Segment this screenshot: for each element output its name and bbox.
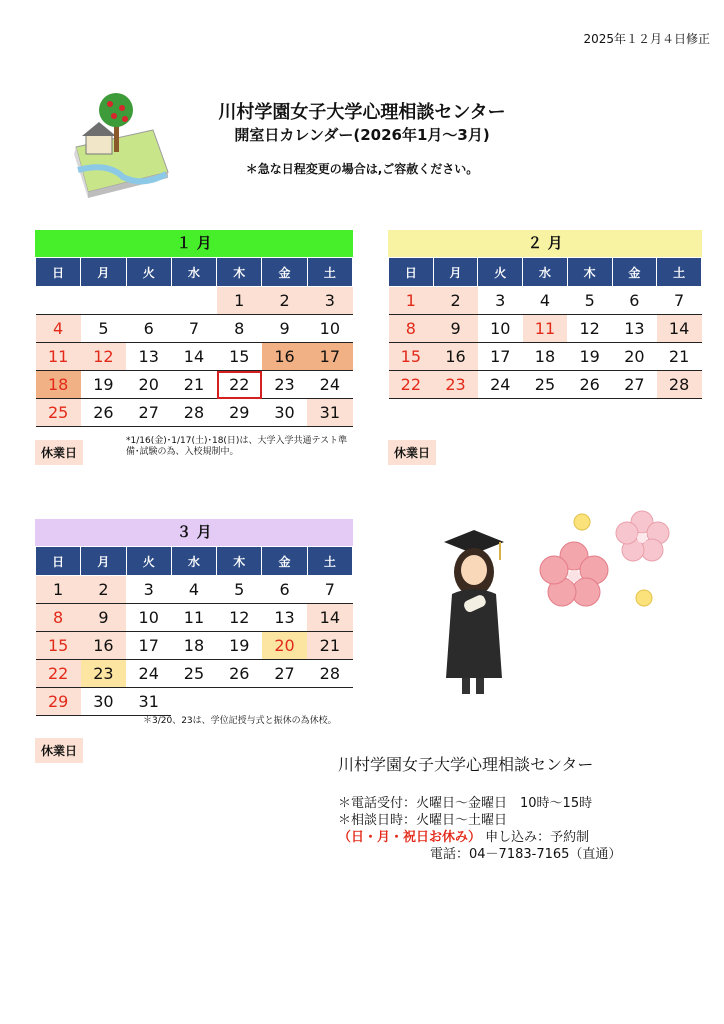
weekday: 木 (567, 258, 612, 287)
day-cell: 6 (262, 576, 307, 604)
weekday: 金 (262, 258, 307, 287)
day-cell: 5 (567, 287, 612, 315)
day-cell: 15 (36, 632, 81, 660)
day-cell: 31 (126, 688, 171, 716)
weekday: 日 (36, 258, 81, 287)
weekday: 月 (81, 258, 126, 287)
phone-reception-hours: ＊電話受付：火曜日～金曜日 10時～15時 (338, 796, 593, 811)
day-cell: 22 (217, 371, 262, 399)
weekday-row (389, 258, 702, 287)
day-cell: 1 (389, 287, 434, 315)
day-cell: 2 (433, 287, 478, 315)
graduate-illustration (440, 528, 506, 700)
day-cell (217, 688, 262, 716)
flower-illustration (536, 508, 676, 638)
day-cell: 25 (523, 371, 568, 399)
calendar-march (35, 519, 353, 716)
day-cell: 2 (81, 576, 126, 604)
weekday: 日 (389, 258, 434, 287)
day-cell: 23 (433, 371, 478, 399)
day-cell: 1 (217, 287, 262, 315)
day-cell: 27 (262, 660, 307, 688)
day-cell: 13 (262, 604, 307, 632)
weekday: 日 (36, 547, 81, 576)
week-row (389, 287, 702, 315)
day-cell: 10 (307, 315, 352, 343)
day-cell: 18 (523, 343, 568, 371)
week-row (36, 576, 353, 604)
day-cell: 7 (657, 287, 702, 315)
day-cell: 5 (81, 315, 126, 343)
consultation-hours: ＊相談日時：火曜日～土曜日 (338, 813, 508, 828)
closed-days-line (338, 829, 621, 846)
day-cell: 5 (217, 576, 262, 604)
day-cell: 18 (36, 371, 81, 399)
weekday: 水 (523, 258, 568, 287)
day-cell: 7 (171, 315, 216, 343)
day-cell: 20 (612, 343, 657, 371)
weekday: 水 (171, 258, 216, 287)
day-cell (126, 287, 171, 315)
contact-info (338, 752, 621, 863)
day-cell: 25 (36, 399, 81, 427)
day-cell: 8 (217, 315, 262, 343)
weekday-row (36, 258, 353, 287)
day-cell: 17 (126, 632, 171, 660)
center-name: 川村学園女子大学心理相談センター (338, 755, 594, 774)
week-row (36, 632, 353, 660)
day-cell: 3 (307, 287, 352, 315)
week-row (389, 371, 702, 399)
day-cell: 17 (307, 343, 352, 371)
weekday: 火 (478, 258, 523, 287)
day-cell: 8 (36, 604, 81, 632)
march-note: ＊3/20、23は、学位記授与式と振休の為休校。 (143, 716, 337, 726)
day-cell: 3 (478, 287, 523, 315)
weekday: 月 (81, 547, 126, 576)
day-cell: 26 (567, 371, 612, 399)
day-cell: 22 (36, 660, 81, 688)
week-row (36, 343, 353, 371)
day-cell: 9 (433, 315, 478, 343)
weekday: 火 (126, 547, 171, 576)
day-cell: 28 (171, 399, 216, 427)
day-cell: 10 (478, 315, 523, 343)
day-cell: 29 (36, 688, 81, 716)
weekday: 金 (612, 258, 657, 287)
week-row (36, 371, 353, 399)
closed-day-legend: 休業日 (388, 440, 436, 465)
day-cell: 23 (81, 660, 126, 688)
day-cell: 4 (36, 315, 81, 343)
day-cell: 26 (81, 399, 126, 427)
month-header: ２ 月 (388, 230, 702, 257)
day-cell: 14 (307, 604, 352, 632)
week-row (36, 604, 353, 632)
day-cell: 29 (217, 399, 262, 427)
day-cell: 12 (217, 604, 262, 632)
week-row (36, 660, 353, 688)
day-cell: 27 (126, 399, 171, 427)
day-cell: 21 (307, 632, 352, 660)
day-cell: 24 (478, 371, 523, 399)
day-cell (171, 287, 216, 315)
schedule-notice: ＊急な日程変更の場合は,ご容赦ください。 (245, 162, 479, 176)
day-cell: 26 (217, 660, 262, 688)
day-cell: 30 (262, 399, 307, 427)
day-cell: 24 (126, 660, 171, 688)
day-cell: 12 (81, 343, 126, 371)
day-cell (307, 688, 352, 716)
day-cell: 9 (81, 604, 126, 632)
day-cell: 16 (81, 632, 126, 660)
weekday: 木 (217, 547, 262, 576)
day-cell: 7 (307, 576, 352, 604)
week-row (389, 315, 702, 343)
day-cell: 8 (389, 315, 434, 343)
day-cell: 4 (523, 287, 568, 315)
day-cell: 28 (307, 660, 352, 688)
revision-date: 2025年１２月４日修正 (583, 32, 710, 46)
day-cell: 9 (262, 315, 307, 343)
day-cell: 19 (81, 371, 126, 399)
calendar-february (388, 230, 702, 399)
day-cell: 23 (262, 371, 307, 399)
day-cell: 12 (567, 315, 612, 343)
day-cell: 11 (171, 604, 216, 632)
phone-number: 電話：04－7183-7165（直通） (430, 847, 622, 862)
day-cell: 13 (612, 315, 657, 343)
day-cell: 15 (389, 343, 434, 371)
day-cell: 4 (171, 576, 216, 604)
week-row (36, 287, 353, 315)
day-cell (36, 287, 81, 315)
day-cell: 6 (126, 315, 171, 343)
weekday: 土 (307, 547, 352, 576)
day-cell: 14 (657, 315, 702, 343)
weekday: 土 (657, 258, 702, 287)
day-cell: 30 (81, 688, 126, 716)
weekday: 水 (171, 547, 216, 576)
day-cell: 19 (567, 343, 612, 371)
day-cell: 16 (433, 343, 478, 371)
closed-days: （日・月・祝日お休み） (338, 830, 482, 845)
day-cell (81, 287, 126, 315)
day-cell: 15 (217, 343, 262, 371)
week-row (389, 343, 702, 371)
calendar-january (35, 230, 353, 427)
weekday: 木 (217, 258, 262, 287)
day-cell: 28 (657, 371, 702, 399)
day-cell: 18 (171, 632, 216, 660)
closed-day-legend: 休業日 (35, 738, 83, 763)
day-cell: 21 (657, 343, 702, 371)
month-header: ３ 月 (35, 519, 353, 546)
closed-day-legend: 休業日 (35, 440, 83, 465)
day-cell: 13 (126, 343, 171, 371)
day-cell: 25 (171, 660, 216, 688)
day-cell: 17 (478, 343, 523, 371)
day-cell: 14 (171, 343, 216, 371)
day-cell: 20 (262, 632, 307, 660)
week-row (36, 688, 353, 716)
day-cell: 11 (523, 315, 568, 343)
day-cell: 2 (262, 287, 307, 315)
weekday: 土 (307, 258, 352, 287)
day-cell: 10 (126, 604, 171, 632)
day-cell: 6 (612, 287, 657, 315)
day-cell: 3 (126, 576, 171, 604)
page-title: 川村学園女子大学心理相談センター (218, 102, 506, 123)
page-subtitle: 開室日カレンダー(2026年1月～3月) (234, 126, 490, 144)
day-cell: 21 (171, 371, 216, 399)
day-cell: 27 (612, 371, 657, 399)
day-cell: 24 (307, 371, 352, 399)
week-row (36, 315, 353, 343)
weekday-row (36, 547, 353, 576)
day-cell: 16 (262, 343, 307, 371)
day-cell: 31 (307, 399, 352, 427)
weekday: 月 (433, 258, 478, 287)
day-cell: 11 (36, 343, 81, 371)
day-cell: 1 (36, 576, 81, 604)
day-cell: 20 (126, 371, 171, 399)
week-row (36, 399, 353, 427)
day-cell: 19 (217, 632, 262, 660)
day-cell: 22 (389, 371, 434, 399)
day-cell (262, 688, 307, 716)
january-note: *1/16(金)･1/17(土)･18(日)は、大学入学共通テスト準備･試験の為、入校規制中。 (126, 436, 348, 457)
reservation-info: 申し込み：予約制 (485, 830, 590, 845)
weekday: 火 (126, 258, 171, 287)
weekday: 金 (262, 547, 307, 576)
day-cell (171, 688, 216, 716)
month-header: １ 月 (35, 230, 353, 257)
